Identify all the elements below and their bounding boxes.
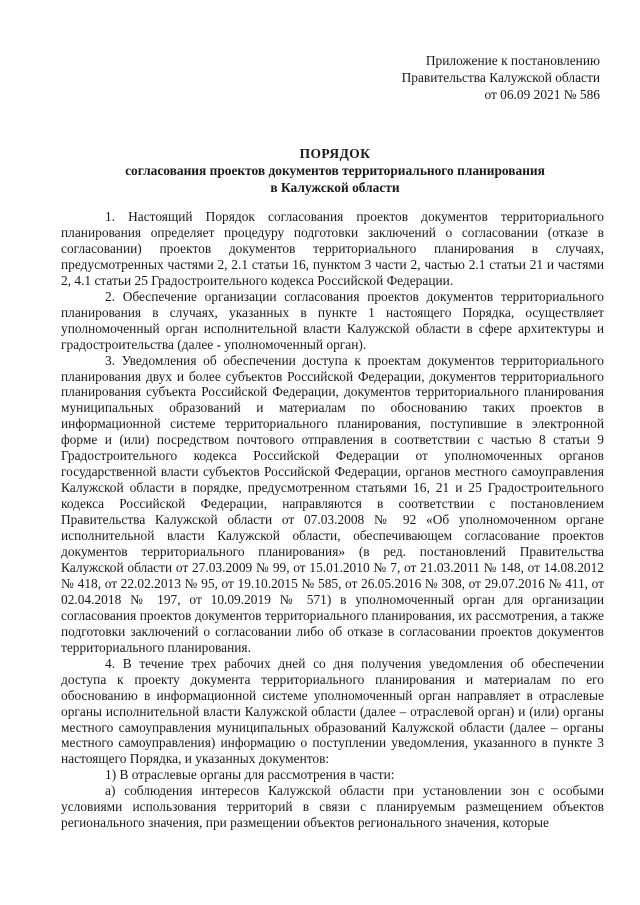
- title-line-2: согласования проектов документов территориального планирования: [125, 163, 545, 178]
- paragraph-1: 1. Настоящий Порядок согласования проектов документов территориального планирования определяет процедуру подготовки заключений о согласовании (отказе в согласовании) проектов документов территориального планирования в случаях, предусмотренных частями 2, 2.1 статьи 16, пунктом 3 части 2, частью 2.1 статьи 21 и частями 2, 4.1 статьи 25 Градостроительного кодекса Российской Федерации.: [61, 209, 604, 288]
- document-body: [61, 209, 604, 831]
- paragraph-3: 3. Уведомления об обеспечении доступа к проектам документов территориального планирования двух и более субъектов Российской Федерации, документов территориального планирования субъекта Российской Федерации, документов территориального планирования муниципальных образований и материалам по обоснованию таких проектов в информационной системе территориального планирования, поступившие в электронной форме и (или) посредством почтового отправления в соответствии с частью 8 статьи 9 Градостроительного кодекса Российской Федерации от уполномоченных органов государственной власти субъектов Российской Федерации, органов местного самоуправления Калужской области в порядке, предусмотренном статьями 16, 21 и 25 Градостроительного кодекса Российской Федерации, направляются в соответствии с постановлением Правительства Калужской области от 07.03.2008 № 92 «Об уполномоченном органе исполнительной власти Калужской области, обеспечивающем согласование проектов документов территориального планирования» (в ред. постановлений Правительства Калужской области от 27.03.2009 № 99, от 15.01.2010 № 7, от 21.03.2011 № 148, от 14.08.2012 № 418, от 22.02.2013 № 95, от 19.10.2015 № 585, от 26.05.2016 № 308, от 29.07.2016 № 411, от 02.04.2018 № 197, от 10.09.2019 № 571) в уполномоченный орган для организации согласования проектов документов территориального планирования, их рассмотрения, а также подготовки заключений о согласовании либо об отказе в согласовании проектов документов территориального планирования.: [61, 352, 604, 655]
- approval-line-1: Приложение к постановлению: [425, 53, 600, 68]
- approval-stamp: [402, 52, 600, 103]
- paragraph-2: 2. Обеспечение организации согласования проектов документов территориального планирования в случаях, указанных в пункте 1 настоящего Порядка, осуществляет уполномоченный орган исполнительной власти Калужской области в сфере архитектуры и градостроительства (далее - уполномоченный орган).: [61, 288, 604, 352]
- document-title: [0, 145, 640, 196]
- paragraph-4: 4. В течение трех рабочих дней со дня получения уведомления об обеспечении доступа к проекту документа территориального планирования и материалам по его обоснованию в информационной системе уполномоченный орган направляет в отраслевые органы исполнительной власти Калужской области (далее – отраслевой орган) и (или) органы местного самоуправления муниципальных образований Калужской области (далее – органы местного самоуправления) информацию о поступлении уведомления, указанного в пункте 3 настоящего Порядка, и указанных документов:: [61, 655, 604, 767]
- paragraph-4-item-1: 1) В отраслевые органы для рассмотрения в части:: [105, 767, 395, 783]
- approval-line-3: от 06.09 2021 № 586: [484, 87, 600, 102]
- title-line-3: в Калужской области: [270, 180, 400, 195]
- approval-line-2: Правительства Калужской области: [401, 70, 600, 85]
- paragraph-4-item-1a: а) соблюдения интересов Калужской области при установлении зон с особыми условиями использования территорий в связи с планируемым размещением объектов регионального значения, при размещении объектов регионального значения, которые: [61, 783, 604, 831]
- title-heading: ПОРЯДОК: [299, 146, 371, 161]
